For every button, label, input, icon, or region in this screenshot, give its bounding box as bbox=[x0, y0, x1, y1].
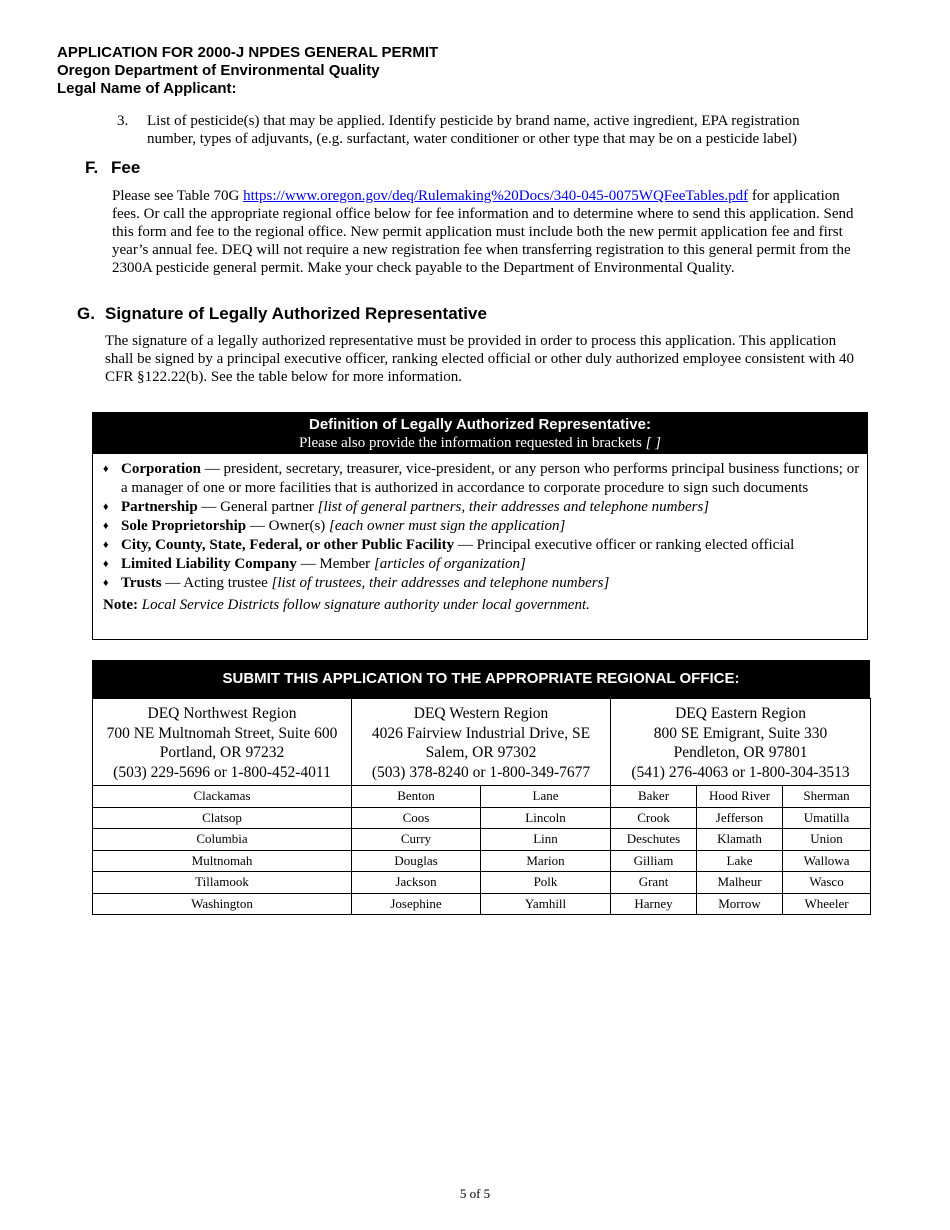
county-cell: Polk bbox=[481, 872, 611, 894]
section-f-letter: F. bbox=[85, 158, 99, 177]
section-f-title: Fee bbox=[111, 158, 141, 177]
county-cell: Curry bbox=[352, 829, 481, 851]
regional-office-section bbox=[92, 660, 870, 915]
county-row bbox=[93, 850, 871, 872]
regional-office-cell bbox=[611, 699, 871, 786]
office-name: DEQ Western Region bbox=[413, 705, 549, 722]
office-address: 800 SE Emigrant, Suite 330 bbox=[653, 724, 828, 742]
definition-item bbox=[103, 517, 867, 536]
county-cell: Multnomah bbox=[93, 850, 352, 872]
county-cell: Washington bbox=[93, 893, 352, 915]
list-item-3 bbox=[117, 112, 847, 148]
definition-bracket: [list of trustees, their addresses and telephone numbers] bbox=[271, 574, 610, 591]
header-agency: Oregon Department of Environmental Quality bbox=[57, 62, 380, 79]
definition-item bbox=[103, 498, 867, 517]
diamond-bullet-icon: ♦ bbox=[103, 500, 109, 513]
definition-term: Sole Proprietorship bbox=[121, 517, 247, 534]
definition-item bbox=[103, 574, 867, 593]
diamond-bullet-icon: ♦ bbox=[103, 519, 109, 532]
county-cell: Jefferson bbox=[697, 807, 783, 829]
office-city: Pendleton, OR 97801 bbox=[673, 744, 808, 761]
page-number: 5 of 5 bbox=[459, 1186, 491, 1201]
regional-office-cell bbox=[93, 699, 352, 786]
county-cell: Lane bbox=[481, 786, 611, 808]
county-cell: Tillamook bbox=[93, 872, 352, 894]
definition-term: Trusts bbox=[121, 574, 162, 591]
county-cell: Wheeler bbox=[783, 893, 871, 915]
fee-text-after: for application fees. Or call the appropriate regional office below for fee information and to determine where to send this application. Send this form and fee to the regional office. New permit application must include both the new permit application fee and first year’s annual fee. DEQ will not require a new registration fee when transferring registration to this general permit from the 2300A pesticide general permit. Make your check payable to the Department of Environmental Quality. bbox=[112, 188, 854, 276]
office-phone: (503) 229-5696 or 1-800-452-4011 bbox=[113, 763, 331, 781]
definition-item bbox=[103, 555, 867, 574]
definition-desc: — Acting trustee bbox=[161, 574, 272, 591]
diamond-bullet-icon: ♦ bbox=[103, 538, 109, 551]
list-item-text: List of pesticide(s) that may be applied. Identify pesticide by brand name, active ingredient, EPA registration number, types of adjuvants, (e.g. surfactant, water conditioner or other type that may be on a pesticide label) bbox=[147, 113, 800, 147]
definition-item bbox=[103, 460, 867, 497]
definition-note bbox=[103, 596, 867, 614]
definition-box bbox=[92, 412, 868, 640]
county-cell: Lincoln bbox=[481, 807, 611, 829]
regional-office-header: SUBMIT THIS APPLICATION TO THE APPROPRIATE REGIONAL OFFICE: bbox=[92, 660, 870, 698]
county-cell: Umatilla bbox=[783, 807, 871, 829]
note-text: Local Service Districts follow signature authority under local government. bbox=[137, 597, 590, 613]
county-cell: Clackamas bbox=[93, 786, 352, 808]
section-g-heading bbox=[77, 304, 487, 324]
fee-text-before: Please see Table 70G bbox=[112, 188, 244, 204]
county-cell: Josephine bbox=[352, 893, 481, 915]
section-f-heading bbox=[85, 158, 140, 178]
document-header bbox=[57, 44, 438, 98]
definition-desc: — General partner bbox=[197, 498, 318, 515]
office-address: 700 NE Multnomah Street, Suite 600 bbox=[106, 724, 338, 742]
office-city: Portland, OR 97232 bbox=[159, 744, 285, 761]
office-row bbox=[93, 699, 871, 786]
regional-office-cell bbox=[352, 699, 611, 786]
diamond-bullet-icon: ♦ bbox=[103, 463, 109, 475]
section-g-letter: G. bbox=[77, 304, 95, 323]
section-g-title: Signature of Legally Authorized Representative bbox=[105, 304, 487, 323]
county-cell: Lake bbox=[697, 850, 783, 872]
county-cell: Linn bbox=[481, 829, 611, 851]
county-row bbox=[93, 872, 871, 894]
definition-box-title: Definition of Legally Authorized Representative: bbox=[309, 416, 651, 433]
county-cell: Malheur bbox=[697, 872, 783, 894]
county-cell: Benton bbox=[352, 786, 481, 808]
county-cell: Jackson bbox=[352, 872, 481, 894]
county-cell: Crook bbox=[611, 807, 697, 829]
definition-bracket: [list of general partners, their addresses and telephone numbers] bbox=[317, 498, 710, 515]
definition-bracket: [each owner must sign the application] bbox=[329, 517, 566, 534]
definition-list bbox=[93, 460, 867, 592]
definition-term: Partnership bbox=[121, 498, 198, 515]
definition-box-header bbox=[93, 413, 867, 454]
definition-desc: — Principal executive officer or ranking elected official bbox=[454, 536, 795, 553]
county-cell: Clatsop bbox=[93, 807, 352, 829]
definition-desc: — Member bbox=[296, 555, 374, 572]
definition-desc: — Owner(s) bbox=[246, 517, 330, 534]
definition-bracket: [articles of organization] bbox=[373, 555, 526, 572]
diamond-bullet-icon: ♦ bbox=[103, 576, 109, 589]
county-cell: Harney bbox=[611, 893, 697, 915]
fee-table-link[interactable]: https://www.oregon.gov/deq/Rulemaking%20Docs/340-045-0075WQFeeTables.pdf bbox=[243, 188, 749, 204]
county-cell: Sherman bbox=[783, 786, 871, 808]
definition-term: Limited Liability Company bbox=[121, 555, 297, 572]
definition-item bbox=[103, 536, 867, 555]
county-cell: Coos bbox=[352, 807, 481, 829]
county-row bbox=[93, 807, 871, 829]
county-cell: Wallowa bbox=[783, 850, 871, 872]
header-title: APPLICATION FOR 2000-J NPDES GENERAL PERMIT bbox=[57, 44, 439, 61]
county-cell: Union bbox=[783, 829, 871, 851]
note-label: Note: bbox=[103, 597, 138, 613]
office-name: DEQ Eastern Region bbox=[675, 705, 806, 722]
definition-term: City, County, State, Federal, or other Public Facility bbox=[121, 536, 455, 553]
county-cell: Hood River bbox=[697, 786, 783, 808]
county-cell: Marion bbox=[481, 850, 611, 872]
county-cell: Klamath bbox=[697, 829, 783, 851]
county-cell: Deschutes bbox=[611, 829, 697, 851]
county-cell: Columbia bbox=[93, 829, 352, 851]
office-phone: (541) 276-4063 or 1-800-304-3513 bbox=[631, 763, 850, 781]
county-cell: Douglas bbox=[352, 850, 481, 872]
diamond-bullet-icon: ♦ bbox=[103, 557, 109, 570]
office-phone: (503) 378-8240 or 1-800-349-7677 bbox=[371, 763, 591, 781]
county-cell: Morrow bbox=[697, 893, 783, 915]
county-cell: Yamhill bbox=[481, 893, 611, 915]
office-name: DEQ Northwest Region bbox=[147, 705, 297, 722]
list-item-number: 3. bbox=[117, 113, 129, 129]
section-f-paragraph bbox=[112, 187, 857, 277]
county-row bbox=[93, 786, 871, 808]
definition-desc: — president, secretary, treasurer, vice-president, or any person who performs principal business functions; or a manager of one or more facilities that is authorized in accordance to corporate procedure to sign such documents bbox=[121, 461, 860, 496]
section-g-paragraph: The signature of a legally authorized representative must be provided in order to process this application. This application shall be signed by a principal executive officer, ranking elected official or other duly authorized employee consistent with 40 CFR §122.22(b). See the table below for more information. bbox=[105, 333, 855, 385]
definition-term: Corporation bbox=[121, 461, 201, 477]
county-row bbox=[93, 829, 871, 851]
office-address: 4026 Fairview Industrial Drive, SE bbox=[371, 724, 591, 742]
county-cell: Wasco bbox=[783, 872, 871, 894]
county-cell: Grant bbox=[611, 872, 697, 894]
header-applicant-label: Legal Name of Applicant: bbox=[57, 80, 237, 97]
office-city: Salem, OR 97302 bbox=[425, 744, 537, 761]
regional-office-table bbox=[92, 698, 871, 915]
county-cell: Gilliam bbox=[611, 850, 697, 872]
county-row bbox=[93, 893, 871, 915]
definition-box-subtitle: Please also provide the information requested in brackets [ ] bbox=[299, 435, 661, 451]
county-cell: Baker bbox=[611, 786, 697, 808]
